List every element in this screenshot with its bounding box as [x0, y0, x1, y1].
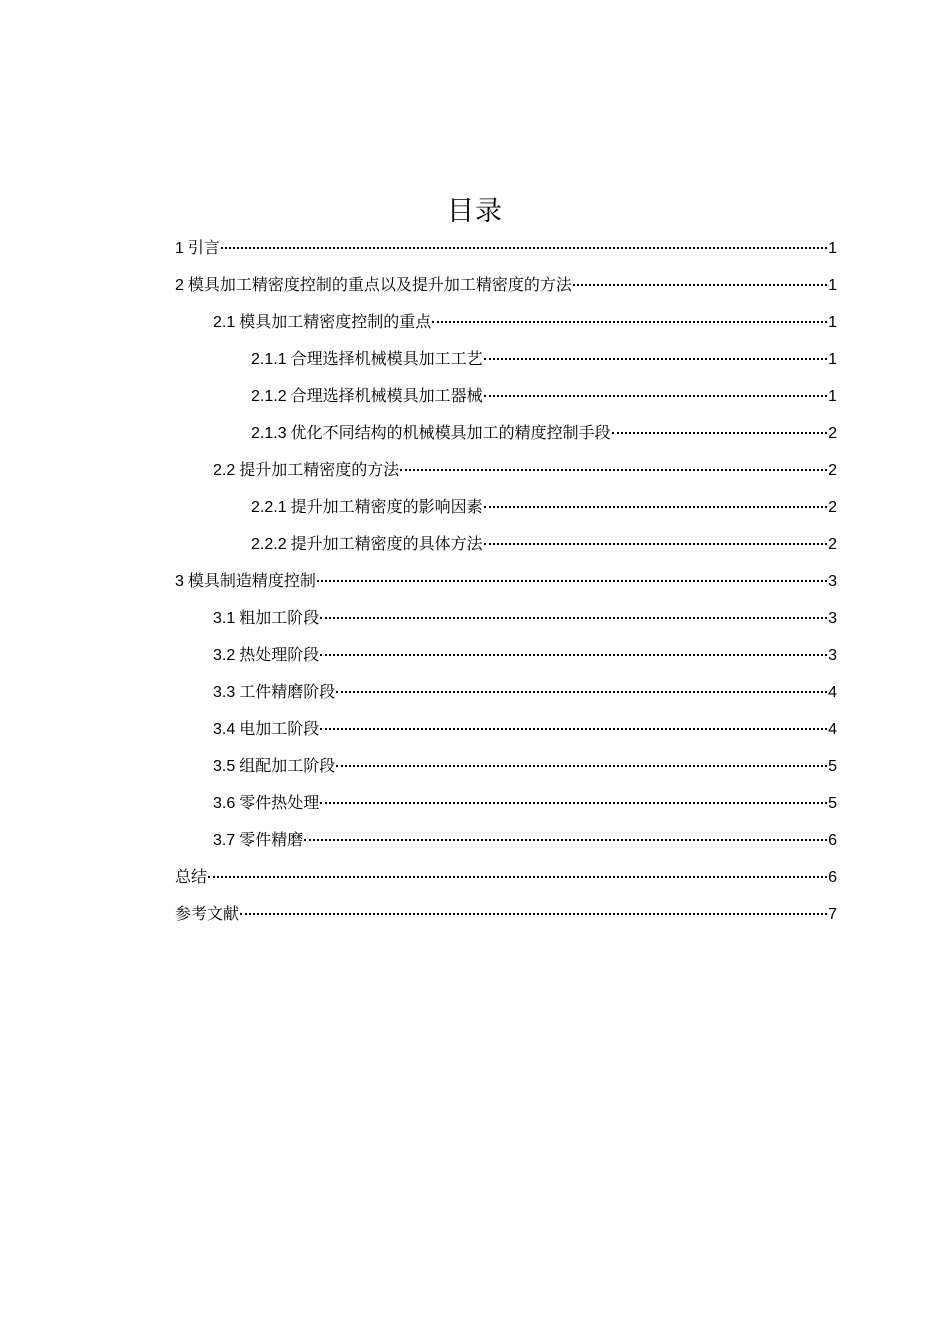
dot-leader	[573, 284, 827, 286]
toc-entry-page-number: 2	[828, 425, 837, 442]
dot-leader	[484, 395, 827, 397]
dot-leader	[336, 765, 827, 767]
toc-entry-page-number: 3	[828, 647, 837, 664]
toc-entry-number: 2.2	[213, 462, 236, 479]
toc-entry[interactable]	[175, 414, 837, 451]
toc-entry-number: 2.1	[213, 314, 236, 331]
dot-leader	[320, 654, 827, 656]
toc-entry-label	[175, 562, 316, 600]
dot-leader	[484, 543, 827, 545]
dot-leader	[208, 876, 827, 878]
toc-entry-text: 提升加工精密度的影响因素	[290, 497, 483, 516]
toc-entry-label	[251, 525, 483, 563]
toc-entry-label	[213, 636, 319, 674]
toc-entry-page-number: 2	[828, 536, 837, 553]
toc-entry-text: 工件精磨阶段	[239, 682, 336, 701]
toc-entry-text: 总结	[175, 867, 208, 886]
toc-entry[interactable]	[175, 895, 837, 932]
toc-entry-text: 粗加工阶段	[239, 608, 320, 627]
dot-leader	[484, 506, 827, 508]
toc-entry-text: 参考文献	[175, 904, 240, 923]
toc-entry[interactable]	[175, 562, 837, 599]
toc-entry-label	[213, 821, 303, 859]
dot-leader	[432, 321, 827, 323]
dot-leader	[400, 469, 827, 471]
toc-entry-label	[213, 784, 319, 822]
toc-entry[interactable]	[175, 451, 837, 488]
toc-entry-text: 模具加工精密度控制的重点	[239, 312, 432, 331]
toc-entry[interactable]	[175, 673, 837, 710]
toc-entry-label	[213, 303, 431, 341]
toc-entry-page-number: 2	[828, 462, 837, 479]
toc-entry-number: 2.1.3	[251, 425, 287, 442]
toc-entry[interactable]	[175, 636, 837, 673]
toc-entry-page-number: 4	[828, 721, 837, 738]
toc-entry[interactable]	[175, 303, 837, 340]
toc-title: 目录	[447, 196, 503, 228]
toc-entry-number: 3.7	[213, 832, 236, 849]
toc-entry-page-number: 1	[828, 240, 837, 257]
toc-entry[interactable]	[175, 747, 837, 784]
toc-entry[interactable]	[175, 266, 837, 303]
toc-entry-number: 3.2	[213, 647, 236, 664]
toc-entry-text: 组配加工阶段	[239, 756, 336, 775]
toc-entry-label	[213, 451, 399, 489]
toc-entry[interactable]	[175, 229, 837, 266]
toc-entry[interactable]	[175, 599, 837, 636]
toc-entry-text: 模具加工精密度控制的重点以及提升加工精密度的方法	[187, 275, 572, 294]
toc-entry-text: 电加工阶段	[239, 719, 320, 738]
toc-entry-text: 提升加工精密度的具体方法	[290, 534, 483, 553]
toc-entry-page-number: 6	[828, 869, 837, 886]
toc-entry-number: 2	[175, 277, 184, 294]
dot-leader	[304, 839, 827, 841]
toc-entry-page-number: 1	[828, 277, 837, 294]
toc-entry-text: 合理选择机械模具加工器械	[290, 386, 483, 405]
toc-entry-number: 2.1.2	[251, 388, 287, 405]
toc-entry-text: 优化不同结构的机械模具加工的精度控制手段	[290, 423, 611, 442]
toc-entry-number: 3.6	[213, 795, 236, 812]
dot-leader	[336, 691, 827, 693]
dot-leader	[484, 358, 827, 360]
toc-entry-label	[213, 747, 335, 785]
toc-entry-label	[213, 673, 335, 711]
dot-leader	[320, 728, 827, 730]
toc-entry-number: 1	[175, 240, 184, 257]
toc-entry[interactable]	[175, 525, 837, 562]
toc-entry-page-number: 5	[828, 795, 837, 812]
toc-entry-text: 热处理阶段	[239, 645, 320, 664]
dot-leader	[612, 432, 827, 434]
toc-entry-text: 模具制造精度控制	[187, 571, 316, 590]
toc-entry-page-number: 1	[828, 351, 837, 368]
toc-entry-label	[251, 414, 611, 452]
toc-entry-page-number: 6	[828, 832, 837, 849]
toc-entry-page-number: 1	[828, 314, 837, 331]
toc-entry-page-number: 4	[828, 684, 837, 701]
toc-entry-label	[175, 895, 239, 932]
toc-entry-label	[175, 858, 207, 895]
toc-entry-label	[251, 377, 483, 415]
toc-entry-number: 2.2.2	[251, 536, 287, 553]
toc-entry-label	[175, 229, 220, 267]
toc-entry-text: 零件热处理	[239, 793, 320, 812]
dot-leader	[320, 617, 827, 619]
toc-entry-label	[251, 340, 483, 378]
toc-entry-text: 合理选择机械模具加工工艺	[290, 349, 483, 368]
toc-entry-page-number: 3	[828, 573, 837, 590]
toc-entry-number: 3.3	[213, 684, 236, 701]
toc-entry-number: 2.1.1	[251, 351, 287, 368]
toc-entry[interactable]	[175, 377, 837, 414]
toc-entry-page-number: 2	[828, 499, 837, 516]
toc-entry-label	[213, 710, 319, 748]
toc-entry-text: 提升加工精密度的方法	[239, 460, 400, 479]
toc-entry-number: 2.2.1	[251, 499, 287, 516]
table-of-contents	[175, 229, 837, 932]
toc-entry-number: 3.5	[213, 758, 236, 775]
toc-entry-page-number: 1	[828, 388, 837, 405]
toc-entry-text: 引言	[187, 238, 220, 257]
dot-leader	[317, 580, 827, 582]
toc-entry-label	[251, 488, 483, 526]
toc-entry-number: 3.4	[213, 721, 236, 738]
toc-entry-label	[213, 599, 319, 637]
toc-entry[interactable]	[175, 488, 837, 525]
dot-leader	[221, 247, 827, 249]
toc-entry[interactable]	[175, 784, 837, 821]
toc-entry-page-number: 3	[828, 610, 837, 627]
toc-entry-label	[175, 266, 572, 304]
dot-leader	[240, 913, 827, 915]
toc-entry-text: 零件精磨	[239, 830, 304, 849]
toc-entry[interactable]	[175, 710, 837, 747]
dot-leader	[320, 802, 827, 804]
toc-entry-number: 3.1	[213, 610, 236, 627]
toc-entry[interactable]	[175, 858, 837, 895]
toc-entry-page-number: 7	[828, 906, 837, 923]
toc-entry[interactable]	[175, 340, 837, 377]
toc-entry-number: 3	[175, 573, 184, 590]
toc-entry[interactable]	[175, 821, 837, 858]
toc-entry-page-number: 5	[828, 758, 837, 775]
